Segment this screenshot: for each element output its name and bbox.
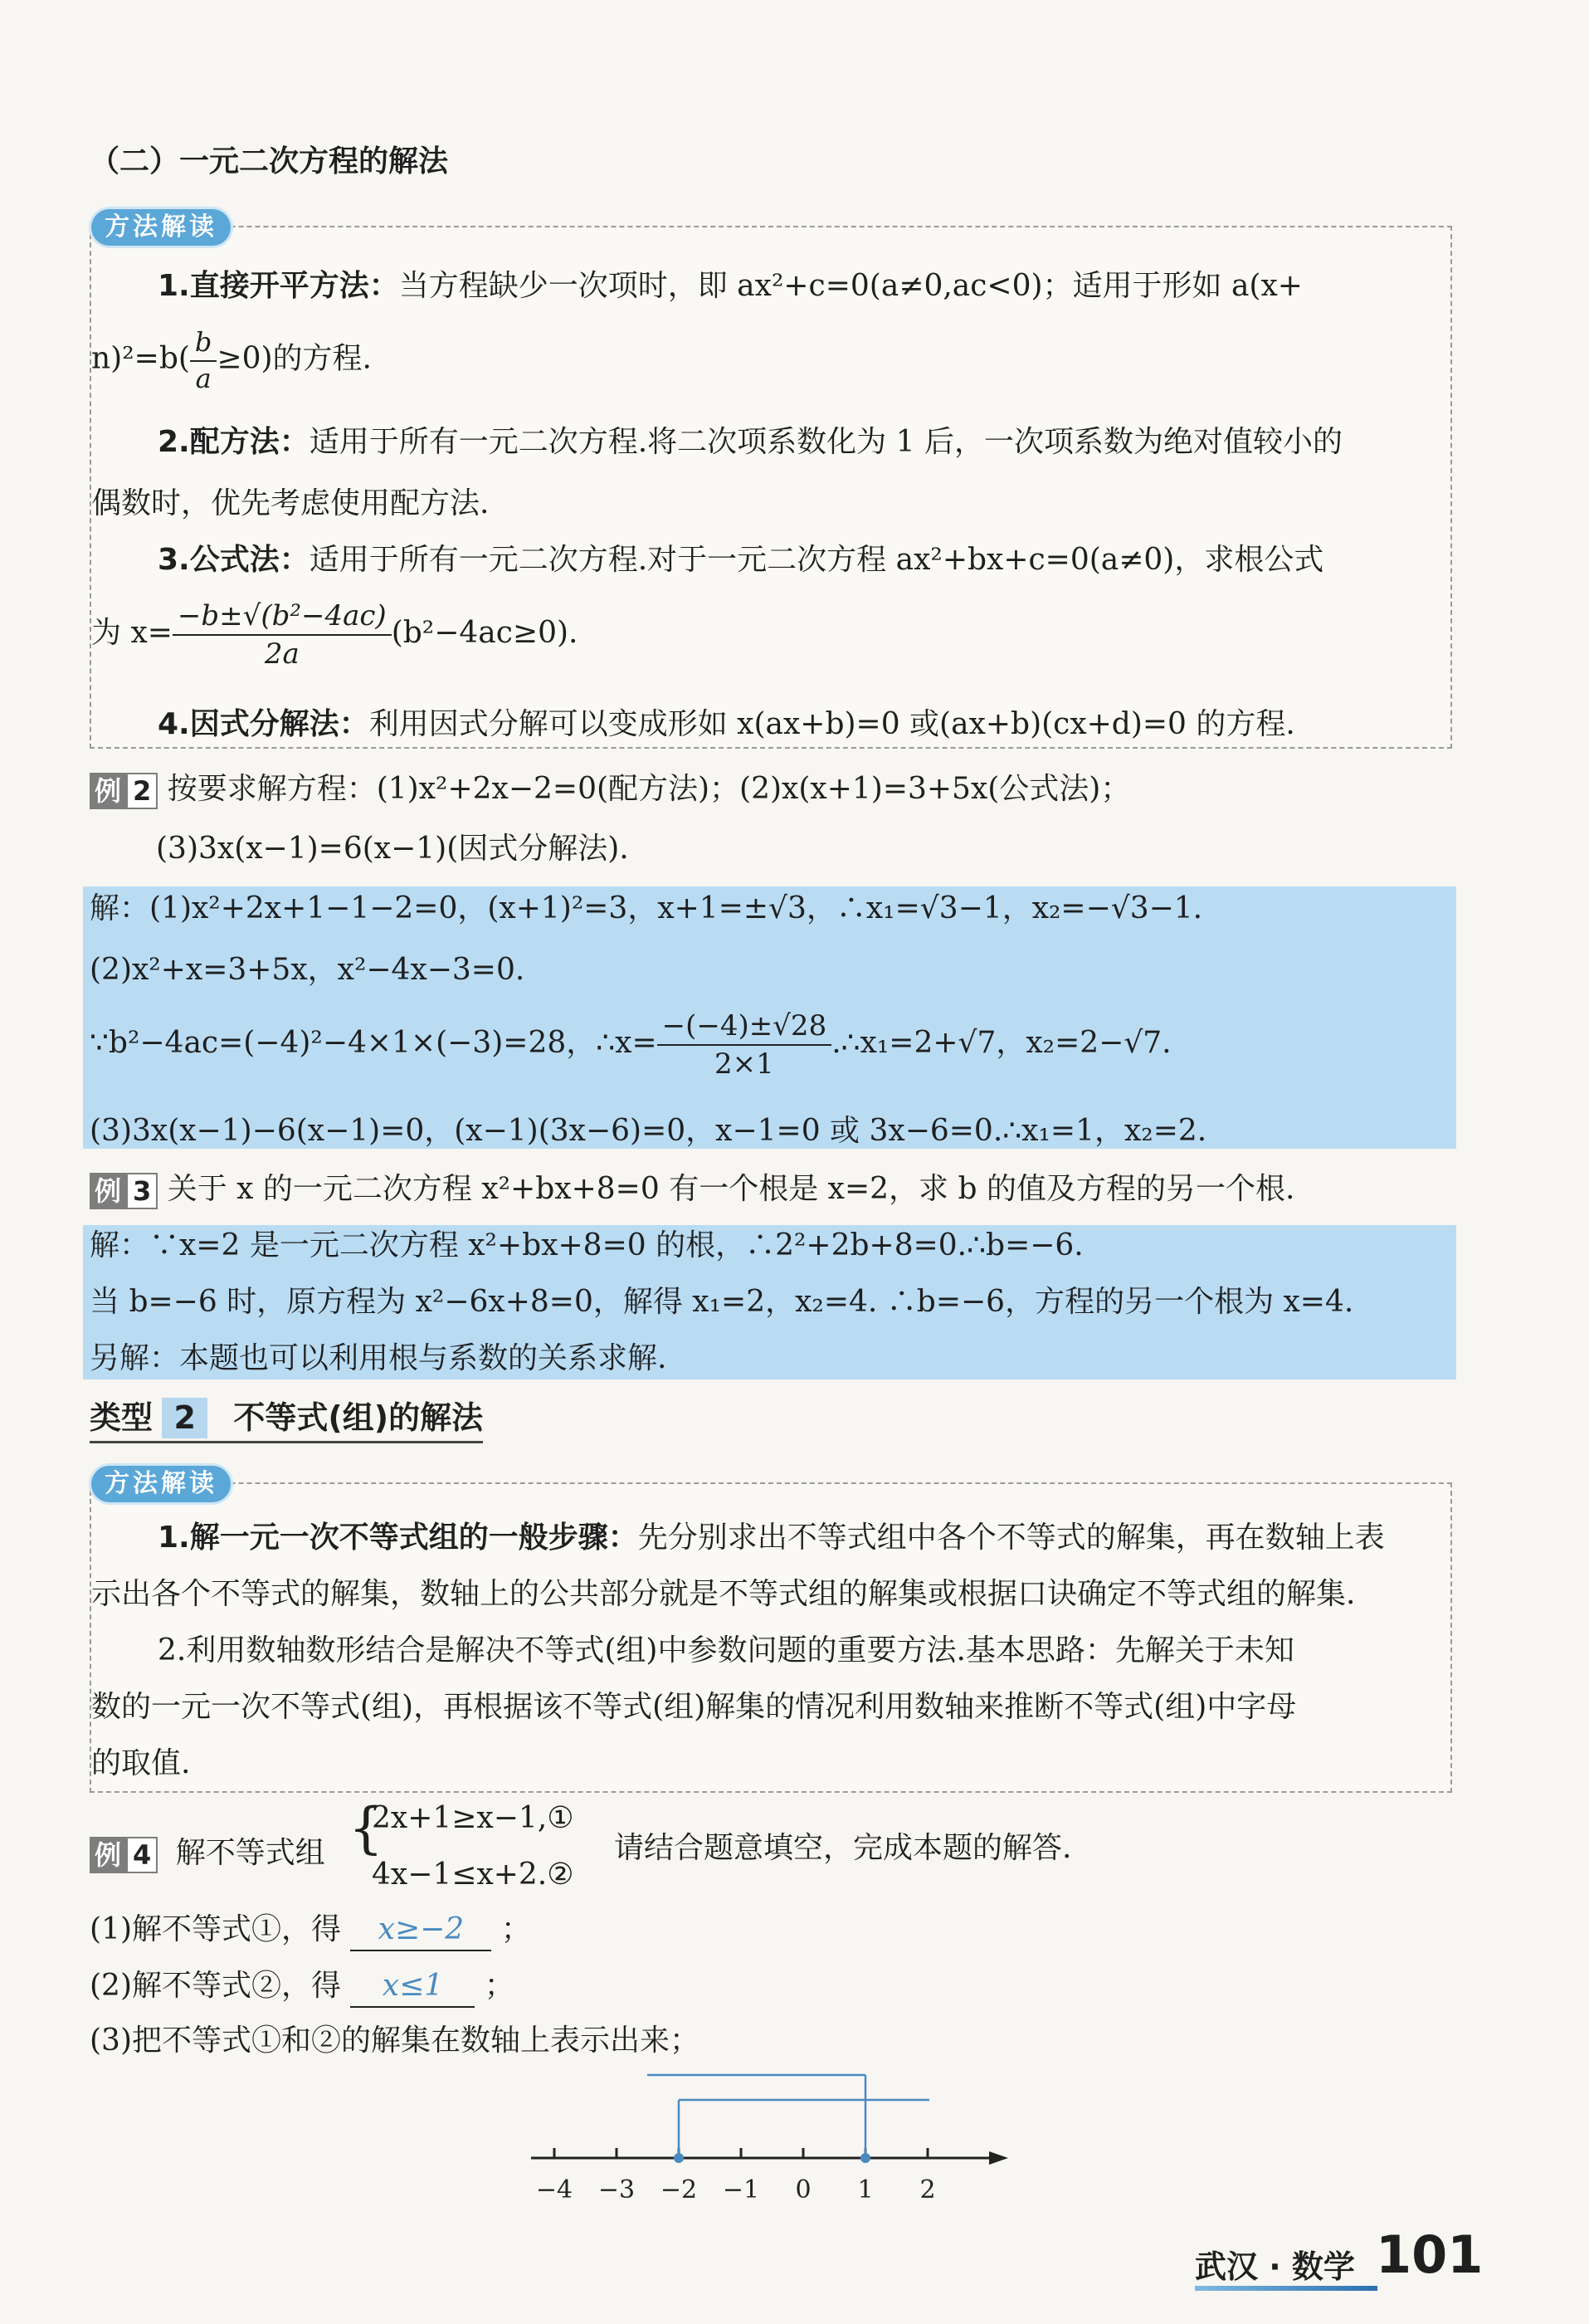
ex4-label: 例	[90, 1837, 126, 1873]
m3-title: 3.公式法：	[158, 543, 310, 577]
m3-den: 2a	[264, 637, 300, 671]
p1-text-b: 示出各个不等式的解集，数轴上的公共部分就是不等式组的解集或根据口诀确定不等式组的解集.	[91, 1577, 1356, 1611]
number-line	[531, 2067, 1012, 2208]
p1-title: 1.解一元一次不等式组的一般步骤：	[158, 1521, 638, 1555]
ex2-label: 例	[90, 773, 126, 809]
step1-pre: (1)解不等式①，得	[90, 1912, 341, 1946]
method1-line3	[158, 423, 1343, 462]
ex3-s1: 解：∵x=2 是一元二次方程 x²+bx+8=0 的根，∴2²+2b+8=0.∴b=−6.	[90, 1228, 1084, 1262]
ex3-s2: 当 b=−6 时，原方程为 x²−6x+8=0，解得 x₁=2，x₂=4. ∴b=−6，方程的另一个根为 x=4.	[90, 1285, 1354, 1319]
tick-label: −3	[597, 2175, 636, 2204]
ex3-num: 3	[126, 1173, 158, 1209]
type2-label: 类型	[90, 1399, 154, 1436]
method1-line5	[158, 541, 1323, 580]
m3-post: (b²−4ac≥0).	[391, 616, 578, 651]
ex2-s3	[90, 1008, 1172, 1082]
method2-line1	[158, 1519, 1385, 1558]
number-line-arrow	[989, 2151, 1008, 2165]
type2-title: 不等式(组)的解法	[233, 1399, 484, 1436]
m2-title: 2.配方法：	[158, 425, 310, 459]
m1-text-b-post: ≥0)的方程.	[217, 341, 372, 376]
method-badge-1: 方法解读	[91, 209, 231, 246]
tick-label: 0	[795, 2175, 812, 2204]
number-line-group	[531, 2075, 1008, 2204]
tick-label: −1	[722, 2175, 760, 2204]
m4-text: 利用因式分解可以变成形如 x(ax+b)=0 或(ax+b)(cx+d)=0 的方程.	[368, 707, 1295, 741]
ex3-s3: 另解：本题也可以利用根与系数的关系求解.	[90, 1341, 667, 1375]
ex2-s3-frac	[657, 1008, 832, 1082]
m2-text-a: 适用于所有一元二次方程.将二次项系数化为 1 后，一次项系数为绝对值较小的	[309, 425, 1343, 459]
ex3-question	[90, 1170, 1294, 1209]
m3-pre: 为 x=	[91, 616, 173, 651]
type2-heading	[90, 1398, 483, 1443]
section-title: （二）一元二次方程的解法	[90, 144, 449, 178]
ex2-q1: 按要求解方程：(1)x²+2x−2=0(配方法)；(2)x(x+1)=3+5x(公式法)；	[167, 772, 1131, 806]
step2-post: ；	[484, 1969, 514, 2003]
p2-text-b: 数的一元一次不等式(组)，再根据该不等式(组)解集的情况利用数轴来推断不等式(组)中字母	[91, 1690, 1297, 1724]
method1-line6	[91, 598, 578, 672]
page-number: 101	[1376, 2224, 1484, 2285]
m4-title: 4.因式分解法：	[158, 707, 369, 741]
ex4-ineq2: 4x−1≤x+2.②	[372, 1858, 574, 1892]
step2-answer: x≤1	[350, 1967, 475, 2008]
solution1-endpoint	[674, 2153, 684, 2163]
step1-post: ；	[500, 1912, 531, 1946]
ex4-pre: 解不等式组	[175, 1836, 325, 1870]
m3-frac	[173, 598, 392, 672]
ex4-step3: (3)把不等式①和②的解集在数轴上表示出来；	[90, 2024, 699, 2058]
ex4-step2	[90, 1967, 514, 2008]
ex4-ineq1: 2x+1≥x−1,①	[372, 1801, 574, 1835]
p2-text-a: 2.利用数轴数形结合是解决不等式(组)中参数问题的重要方法.基本思路：先解关于未知	[158, 1633, 1294, 1667]
step2-pre: (2)解不等式②，得	[90, 1969, 341, 2003]
m1-frac-num: b	[190, 325, 217, 362]
method1-line7	[158, 706, 1295, 745]
ex2-num: 2	[126, 773, 158, 809]
ex2-s4: (3)3x(x−1)−6(x−1)=0，(x−1)(3x−6)=0，x−1=0 或 3x−6=0.∴x₁=1，x₂=2.	[90, 1114, 1207, 1148]
step1-answer: x≥−2	[350, 1911, 491, 1951]
type2-num: 2	[162, 1398, 207, 1438]
tick-label: −2	[660, 2175, 698, 2204]
tick-label: 2	[919, 2175, 936, 2204]
ex2-s3-pre: ∵b²−4ac=(−4)²−4×1×(−3)=28，∴x=	[90, 1026, 657, 1061]
ex2-s1: 解：(1)x²+2x+1−1−2=0，(x+1)²=3，x+1=±√3，∴x₁=√3−1，x₂=−√3−1.	[90, 891, 1203, 925]
method1-line1	[158, 267, 1303, 306]
ex4-post: 请结合题意填空，完成本题的解答.	[614, 1831, 1072, 1865]
ex2-s2: (2)x²+x=3+5x，x²−4x−3=0.	[90, 953, 525, 987]
ex4-step1	[90, 1911, 531, 1951]
ex3-q: 关于 x 的一元二次方程 x²+bx+8=0 有一个根是 x=2，求 b 的值及方程的另一个根.	[167, 1172, 1295, 1206]
footer-book: 武汉 · 数学	[1195, 2248, 1355, 2285]
footer-underline	[1195, 2286, 1377, 2291]
m1-text-a: 当方程缺少一次项时，即 ax²+c=0(a≠0,ac<0)；适用于形如 a(x+	[398, 269, 1303, 303]
m1-title: 1.直接开平方法：	[158, 269, 399, 303]
method-badge-2: 方法解读	[91, 1466, 231, 1502]
p1-text-a: 先分别求出不等式组中各个不等式的解集，再在数轴上表	[637, 1521, 1385, 1555]
m2-text-b: 偶数时，优先考虑使用配方法.	[91, 486, 490, 520]
ex2-s3-post: .∴x₁=2+√7，x₂=2−√7.	[831, 1026, 1172, 1061]
ex2-question	[90, 770, 1130, 809]
ex2-s3-den: 2×1	[714, 1047, 774, 1081]
solution2-endpoint	[860, 2153, 870, 2163]
m1-text-b-pre: n)²=b(	[91, 341, 190, 376]
tick-label: 1	[857, 2175, 874, 2204]
ex3-label: 例	[90, 1173, 126, 1209]
m3-text-a: 适用于所有一元二次方程.对于一元二次方程 ax²+bx+c=0(a≠0)，求根公式	[309, 543, 1324, 577]
m1-frac	[190, 325, 217, 396]
ex2-s3-num: −(−4)±√28	[657, 1008, 832, 1046]
p2-text-c: 的取值.	[91, 1746, 191, 1780]
ex4-brace: {	[349, 1796, 383, 1860]
ex2-q2: (3)3x(x−1)=6(x−1)(因式分解法).	[156, 832, 629, 866]
m1-frac-den: a	[195, 362, 212, 394]
method1-line2	[91, 325, 372, 396]
ex4-label-row	[90, 1834, 325, 1873]
ex4-num: 4	[126, 1837, 158, 1873]
m3-num: −b±√(b²−4ac)	[173, 598, 392, 636]
tick-label: −4	[535, 2175, 573, 2204]
